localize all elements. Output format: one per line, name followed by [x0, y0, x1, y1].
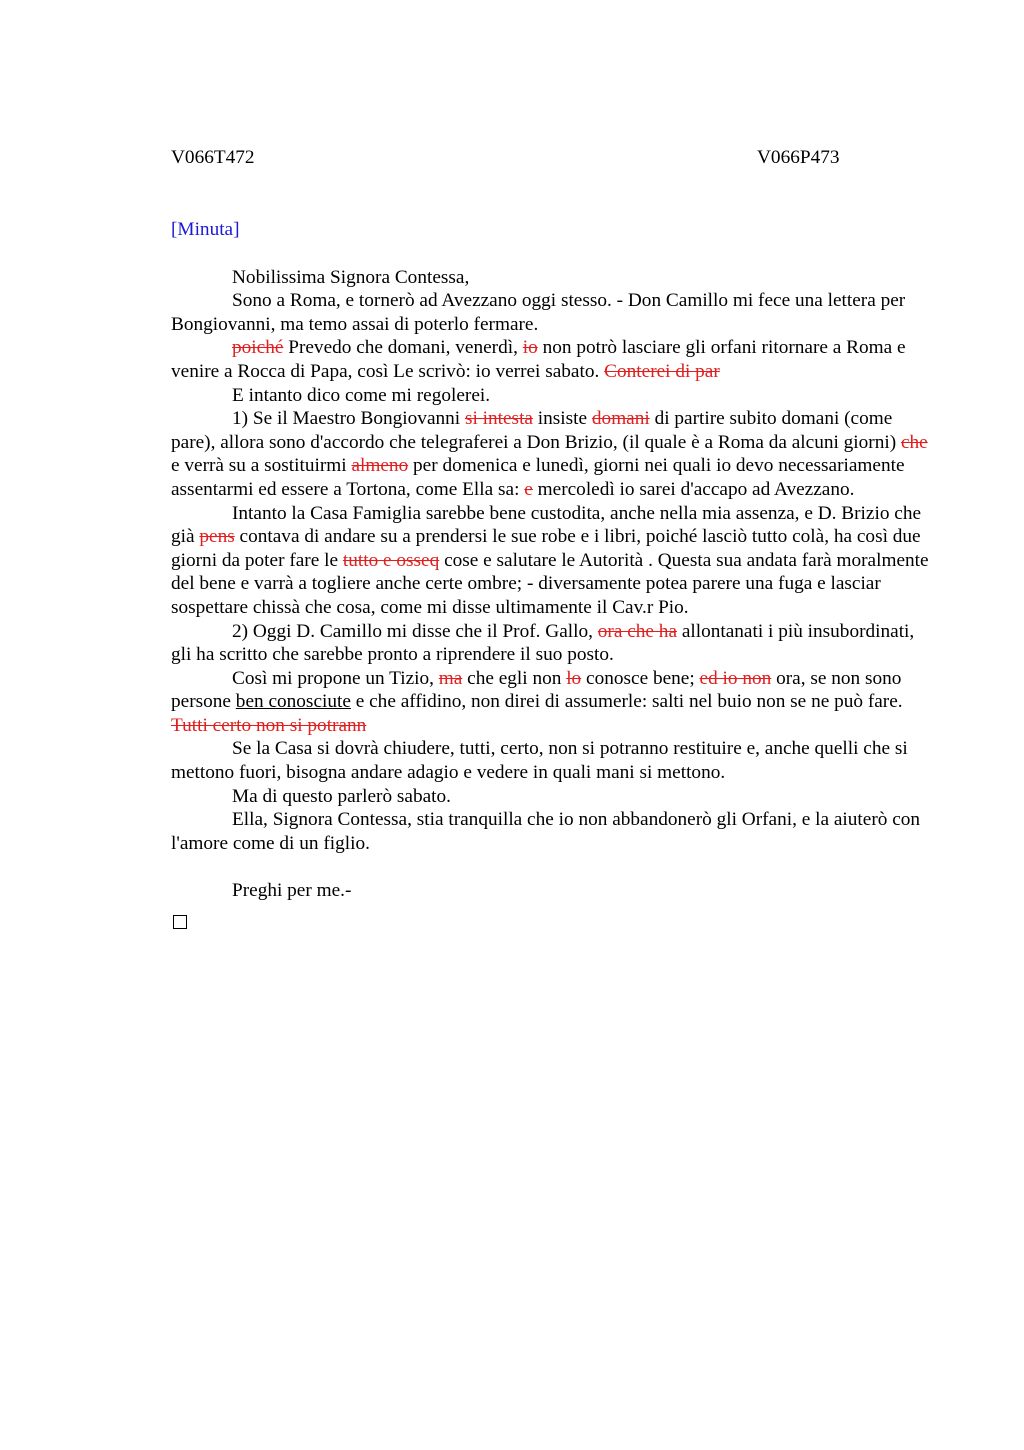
paragraph-7 — [171, 667, 931, 738]
deleted-text: si intesta — [464, 408, 533, 430]
paragraph-text: conosce bene; — [581, 667, 700, 689]
paragraph-text: allontanati i più insubordinati, gli ha scritto che sarebbe pronto a riprendere il suo posto. — [171, 620, 915, 666]
document-header — [171, 146, 931, 170]
paragraph-3: E intanto dico come mi regolerei. — [232, 384, 491, 406]
deleted-text: poiché — [232, 337, 284, 359]
deleted-text: e — [524, 478, 533, 500]
paragraph-text: che egli non — [462, 667, 567, 689]
paragraph-text: ora, se non sono persone — [171, 667, 902, 713]
paragraph-text: per domenica e lunedì, giorni nei quali io devo necessariamente assentarmi ed essere a Tortona, come Ella sa: — [171, 455, 905, 500]
paragraph-text: di partire subito domani (come pare), allora sono d'accordo che telegraferei a Don Brizio, (il quale è a Roma da alcuni giorni) — [171, 408, 901, 453]
paragraph-5 — [171, 502, 931, 620]
paragraph-text: 1) Se il Maestro Bongiovanni — [232, 408, 465, 430]
deleted-text: Conterei di par — [604, 360, 720, 382]
letter-body — [171, 266, 931, 936]
spacer — [171, 855, 931, 879]
deleted-text: ora che ha — [597, 620, 677, 642]
deleted-text: ma — [438, 667, 463, 689]
paragraph-text: non potrò lasciare gli orfani ritornare a Roma e venire a Rocca di Papa, così Le scrivò: io verrei sabato. — [171, 337, 906, 382]
paragraph-1: Sono a Roma, e tornerò ad Avezzano oggi stesso. - Don Camillo mi fece una lettera per Bongiovanni, ma temo assai di poterlo fermare. — [171, 290, 906, 335]
paragraph-4 — [171, 407, 931, 501]
paragraph-text: contava di andare su a prendersi le sue robe e i libri, poiché lasciò tutto colà, ha così due giorni da poter fare le — [171, 526, 921, 571]
paragraph-text: Prevedo che domani, venerdì, — [283, 337, 523, 359]
paragraph-text: e verrà su a sostituirmi — [171, 455, 352, 477]
paragraph-text: cose e salutare le Autorità . Questa sua andata farà moralmente del bene e varrà a togliere anche certe ombre; - diversamente potea parere una fuga e lasciar sospettare chissà che cosa, come mi disse ultimamente il Cav.r Pio. — [171, 549, 929, 618]
paragraph-text: insiste — [532, 408, 592, 430]
deleted-text: almeno — [351, 455, 409, 477]
paragraph-6 — [171, 620, 931, 667]
paragraph-8: Se la Casa si dovrà chiudere, tutti, certo, non si potranno restituire e, anche quelli che si mettono fuori, bisogna andare adagio e vedere in quali mani si mettono. — [171, 738, 908, 784]
deleted-text: ed io non — [699, 667, 772, 689]
minuta-label: [Minuta] — [171, 219, 240, 240]
paragraph-text: Intanto la Casa Famiglia sarebbe bene custodita, anche nella mia assenza, e D. Brizio che già — [171, 502, 922, 548]
deleted-text: tutto e osseq — [342, 549, 440, 571]
closing-line: Preghi per me.- — [232, 880, 352, 902]
deleted-text: pens — [199, 526, 235, 548]
document-page — [171, 146, 931, 936]
paragraph-text: Così mi propone un Tizio, — [232, 667, 439, 689]
deleted-text: Tutti certo non si potrann — [171, 714, 367, 736]
paragraph-2 — [171, 336, 931, 383]
deleted-text: che — [900, 431, 928, 453]
paragraph-text: e che affidino, non direi di assumerle: salti nel buio non se ne può fare. — [350, 691, 903, 713]
paragraph-10: Ella, Signora Contessa, stia tranquilla che io non abbandonerò gli Orfani, e la aiuterò con l'amore come di un figlio. — [171, 809, 921, 854]
salutation: Nobilissima Signora Contessa, — [232, 266, 470, 288]
end-marker — [171, 903, 931, 936]
deleted-text: lo — [566, 667, 582, 689]
paragraph-text: mercoledì io sarei d'accapo ad Avezzano. — [532, 478, 855, 500]
paragraph-9: Ma di questo parlerò sabato. — [232, 785, 451, 807]
underlined-text: ben conosciute — [235, 691, 351, 713]
document-code-right: V066P473 — [757, 147, 840, 168]
paragraph-text: 2) Oggi D. Camillo mi disse che il Prof. Gallo, — [232, 620, 598, 642]
document-code-left: V066T472 — [171, 147, 255, 168]
empty-box-icon — [173, 915, 187, 929]
deleted-text: io — [522, 337, 538, 359]
deleted-text: domani — [591, 408, 650, 430]
